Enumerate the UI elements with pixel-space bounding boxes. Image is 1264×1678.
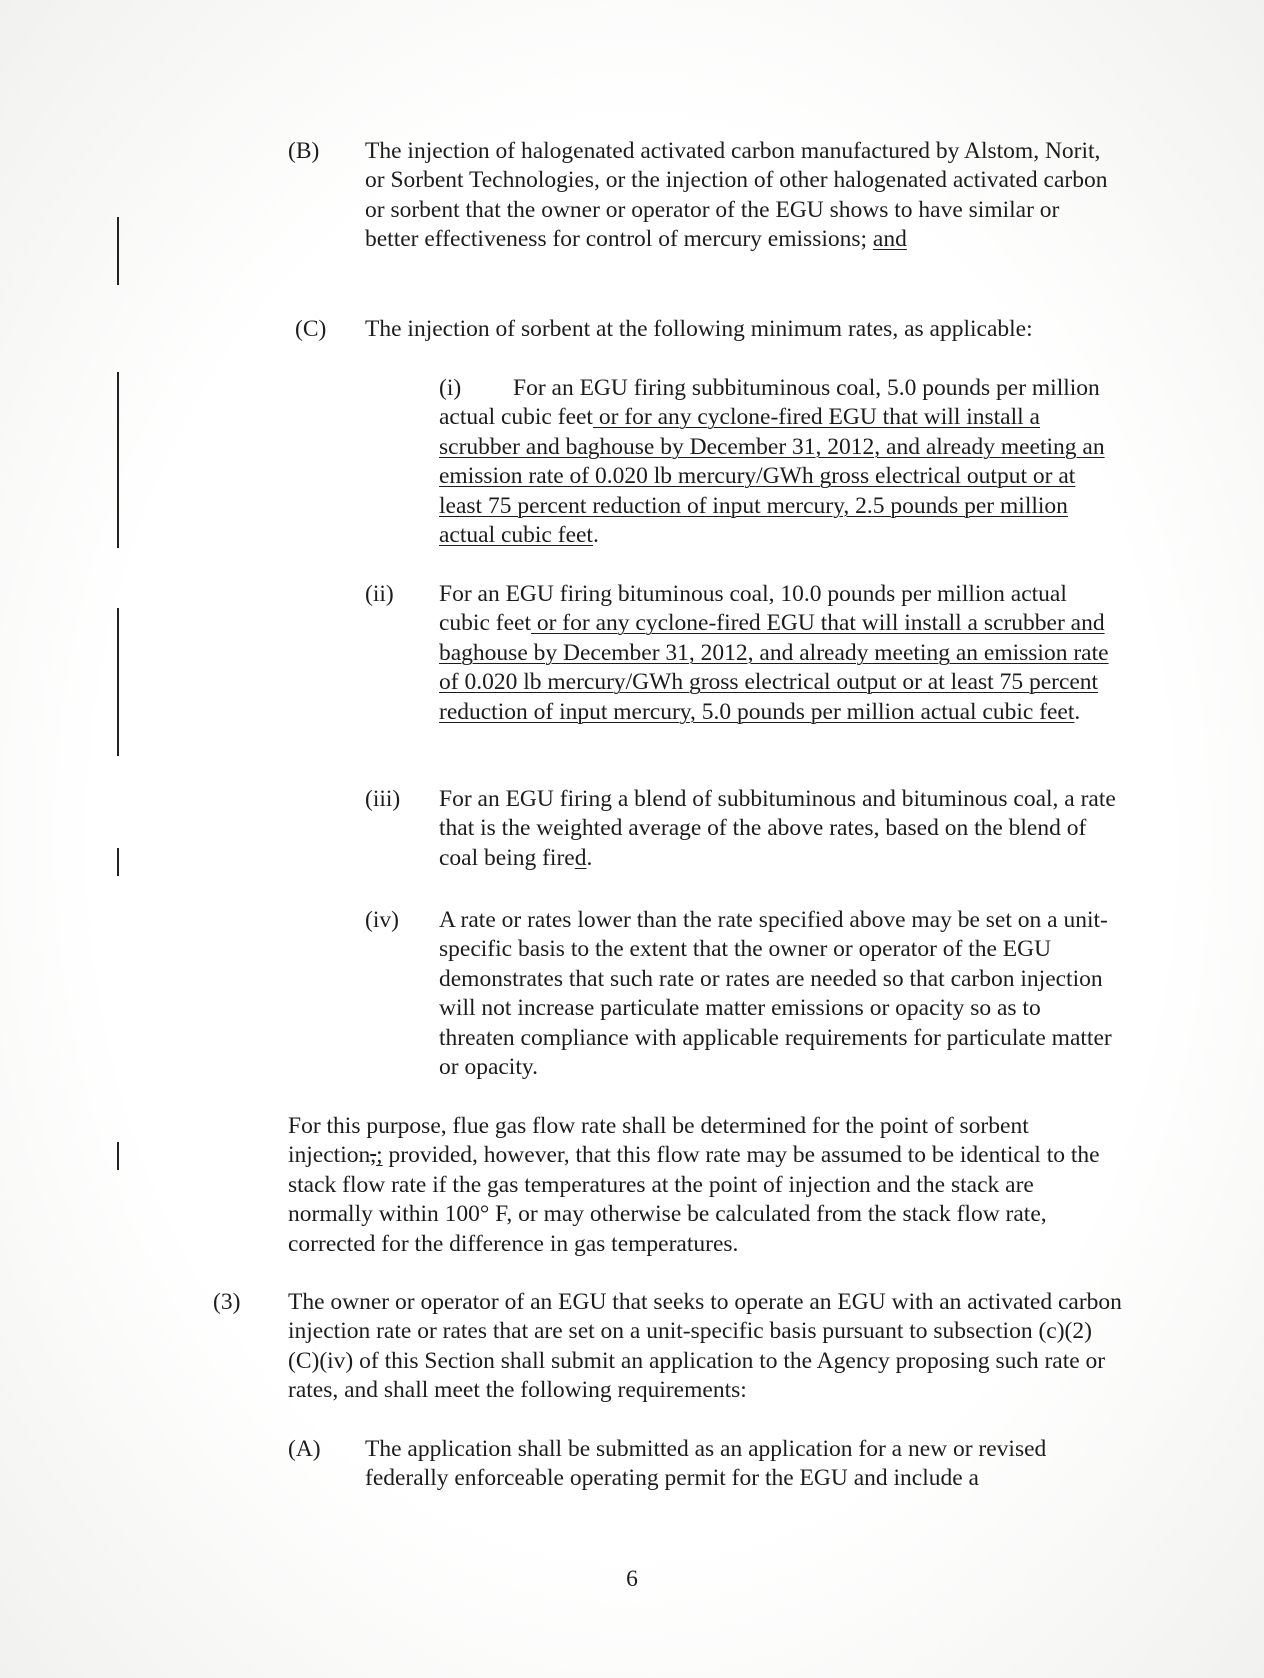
inserted-text: ; [376,1142,383,1169]
item-label-3-a: (A) [288,1436,321,1462]
paragraph-c-iii [439,785,1119,873]
inserted-text: or for any cyclone-fired EGU that will install a scrubber and baghouse by December 31, 2012, and already meeting an emission rate of 0.020 lb mercury/GWh gross electrical output or at least 75 percent reduction of input mercury, 5.0 pounds per million actual cubic feet [439,610,1109,725]
change-bar [117,1142,119,1170]
item-label-c-iii: (iii) [365,786,401,812]
paragraph-c-iv: A rate or rates lower than the rate specified above may be set on a unit-specific basis to the extent that the owner or operator of the EGU demonstrates that such rate or rates are needed so that carbon injection will not increase particulate matter emissions or opacity so as to threaten compliance with applicable requirements for particulate matter or opacity. [439,907,1112,1081]
paragraph-c: The injection of sorbent at the following minimum rates, as applicable: [365,316,1033,342]
item-label-c-i: (i) [439,375,462,401]
punctuation: . [1074,698,1081,725]
punctuation: . [586,844,593,871]
change-bar [117,608,119,756]
page-number: 6 [626,1566,638,1592]
item-label-b: (B) [288,138,320,164]
paragraph-c-ii-text: For an EGU firing bituminous coal, 10.0 pounds per million actual cubic feet [439,581,1067,637]
punctuation: . [592,522,599,549]
paragraph-3-a: The application shall be submitted as an application for a new or revised federally enforceable operating permit for the EGU and include a [365,1436,1047,1492]
paragraph-flue-gas [288,1112,1123,1259]
inserted-text: d [574,844,587,871]
change-bar [117,848,119,876]
paragraph-b [365,137,1110,255]
item-label-c: (C) [295,316,327,342]
paragraph-flue-gas-text: For this purpose, flue gas flow rate shall be determined for the point of sorbent injection [288,1113,1029,1169]
paragraph-3: The owner or operator of an EGU that seeks to operate an EGU with an activated carbon injection rate or rates that are set on a unit-specific basis pursuant to subsection (c)(2)(C)(iv) of this Section shall submit an application to the Agency proposing such rate or rates, and shall meet the following requirements: [288,1289,1122,1404]
paragraph-c-ii [439,580,1119,727]
item-label-3: (3) [213,1289,241,1315]
inserted-text: or for any cyclone-fired EGU that will install a scrubber and baghouse by December 31, 2012, and already meeting an emission rate of 0.020 lb mercury/GWh gross electrical output or at least 75 percent reduction of input mercury, 2.5 pounds per million actual cubic feet [439,404,1105,549]
paragraph-c-i [439,374,1119,550]
paragraph-b-text: The injection of halogenated activated carbon manufactured by Alstom, Norit, or Sorbent Technologies, or the injection of other halogenated activated carbon or sorbent that the owner or operator of the EGU shows to have similar or better effectiveness for control of mercury emissions; [365,138,1108,253]
deleted-text: , [370,1142,377,1169]
inserted-text: and [872,226,907,253]
change-bar [117,372,119,548]
paragraph-flue-gas-text: provided, however, that this flow rate may be assumed to be identical to the stack flow rate if the gas temperatures at the point of injection and the stack are normally within 100° F, or may otherwise be calculated from the stack flow rate, corrected for the difference in gas temperatures. [288,1142,1100,1257]
change-bar [117,217,119,285]
item-label-c-ii: (ii) [365,581,394,607]
paragraph-c-i-text: For an EGU firing subbituminous coal, 5.0 pounds per million actual cubic feet [439,375,1100,431]
paragraph-c-iii-text: For an EGU firing a blend of subbituminous and bituminous coal, a rate that is the weighted average of the above rates, based on the blend of coal being fire [439,786,1116,871]
item-label-c-iv: (iv) [365,907,399,933]
